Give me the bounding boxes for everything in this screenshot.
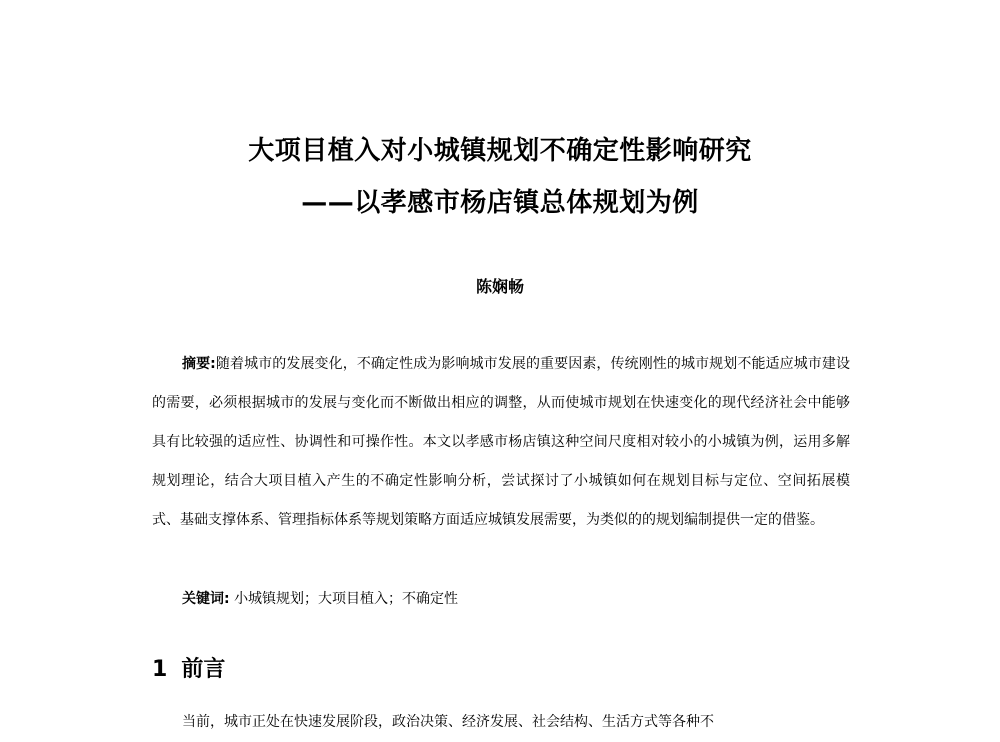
section-body-text: 当前，城市正处在快速发展阶段，政治决策、经济发展、社会结构、生活方式等各种不 [182,714,714,730]
paper-title: 大项目植入对小城镇规划不确定性影响研究 [248,136,752,166]
keywords-line [182,580,458,619]
section-number: 1 [152,657,168,682]
abstract-label: 摘要: [182,356,216,372]
section-heading [152,652,225,683]
section-title: 前言 [181,657,226,682]
abstract-paragraph [152,345,850,540]
abstract-text: 随着城市的发展变化，不确定性成为影响城市发展的重要因素，传统刚性的城市规划不能适应城市建设的需要，必须根据城市的发展与变化而不断做出相应的调整，从而使城市规划在快速变化的现代经济社会中能够具有比较强的适应性、协调性和可操作性。本文以孝感市杨店镇这种空间尺度相对较小的小城镇为例，运用多解规划理论，结合大项目植入产生的不确定性影响分析，尝试探讨了小城镇如何在规划目标与定位、空间拓展模式、基础支撑体系、管理指标体系等规划策略方面适应城镇发展需要，为类似的的规划编制提供一定的借鉴。 [152,356,850,528]
keywords-text: 小城镇规划；大项目植入；不确定性 [234,591,459,607]
author-name: 陈娴畅 [475,277,524,296]
paper-subtitle: ——以孝感市杨店镇总体规划为例 [301,188,699,218]
keywords-label: 关键词: [182,591,230,607]
